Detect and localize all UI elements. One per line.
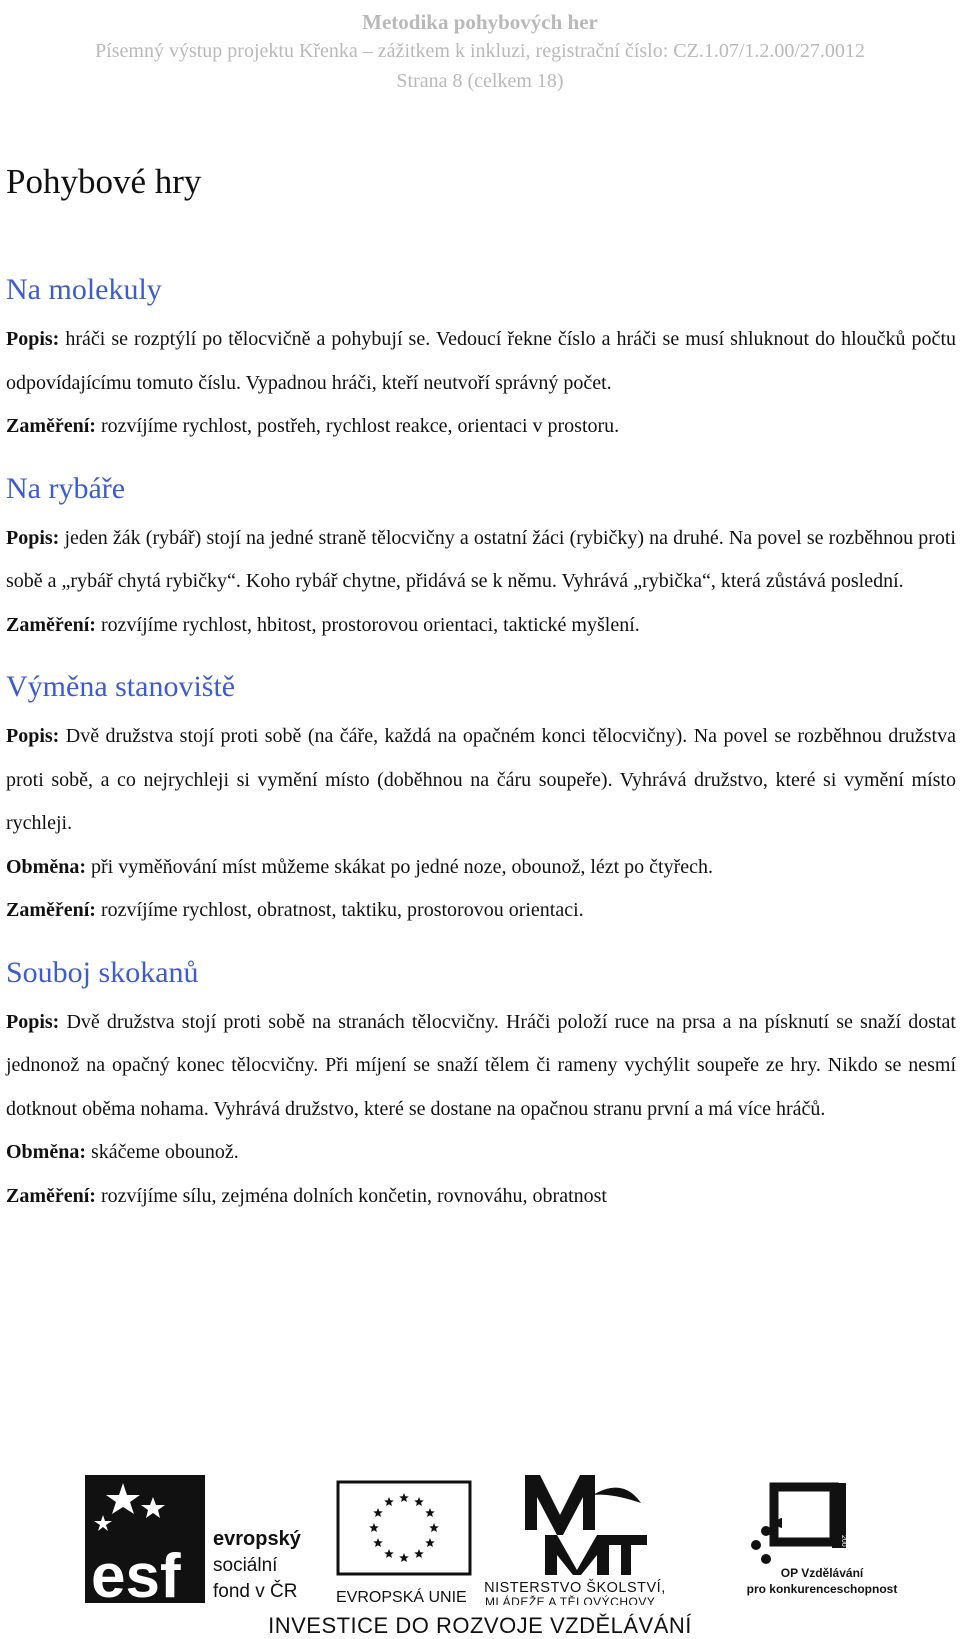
focus-paragraph — [6, 1175, 956, 1219]
section-vymena-stanoviste — [6, 667, 956, 933]
para-text: jeden žák (rybář) stojí na jedné straně tělocvičny a ostatní žáci (rybičky) na druhé. Na povel se rozběhnou proti sobě a „rybář chytá rybičky“. Koho rybář chytne, přidává se k němu. Vyhrává „rybička“, která zůstává poslední. — [6, 526, 956, 592]
para-label: Obměna: — [6, 855, 86, 878]
msmt-emblem-icon — [485, 1475, 735, 1605]
para-label: Popis: — [6, 328, 60, 350]
page-header — [0, 8, 960, 96]
section-title: Výměna stanoviště — [6, 670, 236, 703]
para-text: skáčeme obounož. — [86, 1141, 239, 1163]
op-logo — [742, 1475, 902, 1605]
description-paragraph — [6, 318, 956, 405]
eu-flag-icon — [336, 1480, 476, 1605]
section-title: Souboj skokanů — [6, 955, 199, 989]
page-title: Pohybové hry — [6, 162, 202, 201]
variation-paragraph — [6, 1131, 956, 1175]
eu-logo — [336, 1480, 476, 1605]
para-text: při vyměňování míst můžeme skákat po jedné noze, obounož, lézt po čtyřech. — [86, 855, 714, 878]
para-text: rozvíjíme rychlost, postřeh, rychlost reakce, orientaci v prostoru. — [95, 415, 620, 437]
para-label: Zaměření: — [6, 899, 96, 921]
eu-label: EVROPSKÁ UNIE — [336, 1589, 467, 1605]
op-emblem-icon — [742, 1475, 902, 1605]
para-text: Dvě družstva stojí proti sobě na stranách tělocvičny. Hráči položí ruce na prsa a na písknutí se snaží dostat jednonož na opačný konec tělocvičny. Při míjení se snaží tělem či rameny vychýlit soupeře ze hry. Nikdo se nesmí dotknout oběma nohama. Vyhrává družstvo, které se dostane na opačnou stranu první a má více hráčů. — [6, 1010, 956, 1120]
focus-paragraph — [6, 405, 956, 449]
para-text: rozvíjíme rychlost, hbitost, prostorovou orientaci, taktické myšlení. — [95, 613, 640, 636]
description-paragraph — [6, 715, 956, 846]
svg-text:esf: esf — [91, 1542, 181, 1605]
header-title: Metodika pohybových her — [362, 10, 598, 34]
esf-logo — [85, 1475, 330, 1605]
para-label: Zaměření: — [6, 415, 96, 437]
para-text: rozvíjíme rychlost, obratnost, taktiku, prostorovou orientaci. — [95, 899, 584, 921]
variation-paragraph — [6, 846, 956, 890]
op-line1: OP Vzdělávání — [780, 1566, 864, 1580]
esf-line2: sociální — [213, 1555, 278, 1576]
section-title: Na rybáře — [6, 471, 126, 505]
description-paragraph — [6, 1001, 956, 1132]
logo-strip — [0, 1475, 960, 1637]
focus-paragraph — [6, 889, 956, 933]
description-paragraph — [6, 517, 956, 604]
para-label: Zaměření: — [6, 613, 96, 636]
para-label: Obměna: — [6, 1141, 86, 1163]
investment-slogan: INVESTICE DO ROZVOJE VZDĚLÁVÁNÍ — [268, 1613, 692, 1638]
para-text: rozvíjíme sílu, zejména dolních končetin, rovnováhu, obratnost — [95, 1184, 607, 1207]
para-label: Popis: — [6, 1010, 60, 1033]
para-label: Popis: — [6, 725, 60, 747]
section-na-molekuly — [6, 270, 956, 449]
esf-line3: fond v ČR — [213, 1581, 298, 1602]
section-souboj-skokanu — [6, 953, 956, 1219]
esf-emblem-icon — [85, 1475, 330, 1605]
msmt-logo — [485, 1475, 735, 1605]
para-text: hráči se rozptýlí po tělocvičně a pohybují se. Vedoucí řekne číslo a hráči se musí shluknout do hloučků počtu odpovídajícímu tomuto číslu. Vypadnou hráči, kteří neutvoří správný počet. — [6, 328, 956, 394]
header-project: Písemný výstup projektu Křenka – zážitkem k inkluzi, registrační číslo: CZ.1.07/1.2.00/27.0012 — [95, 40, 865, 62]
para-label: Popis: — [6, 526, 60, 549]
header-page-number: Strana 8 (celkem 18) — [396, 70, 564, 92]
op-year: 2007-13 — [840, 1535, 847, 1561]
document-body — [6, 270, 956, 1238]
para-text: Dvě družstva stojí proti sobě (na čáře, každá na opačném konci tělocvičny). Na povel se rozběhnou družstva proti sobě, a co nejrychleji si vymění místo (doběhnou na čáru soupeře). Vyhrává družstvo, které si vymění místo rychleji. — [6, 725, 956, 834]
section-na-rybare — [6, 469, 956, 648]
msmt-line1: MINISTERSTVO ŠKOLSTVÍ, — [485, 1580, 666, 1596]
msmt-line2: MLÁDEŽE A TĚLOVÝCHOVY — [485, 1595, 656, 1605]
esf-line1: evropský — [213, 1528, 301, 1550]
para-label: Zaměření: — [6, 1184, 96, 1207]
op-line2: pro konkurenceschopnost — [746, 1582, 898, 1596]
section-title: Na molekuly — [6, 273, 162, 306]
focus-paragraph — [6, 604, 956, 648]
